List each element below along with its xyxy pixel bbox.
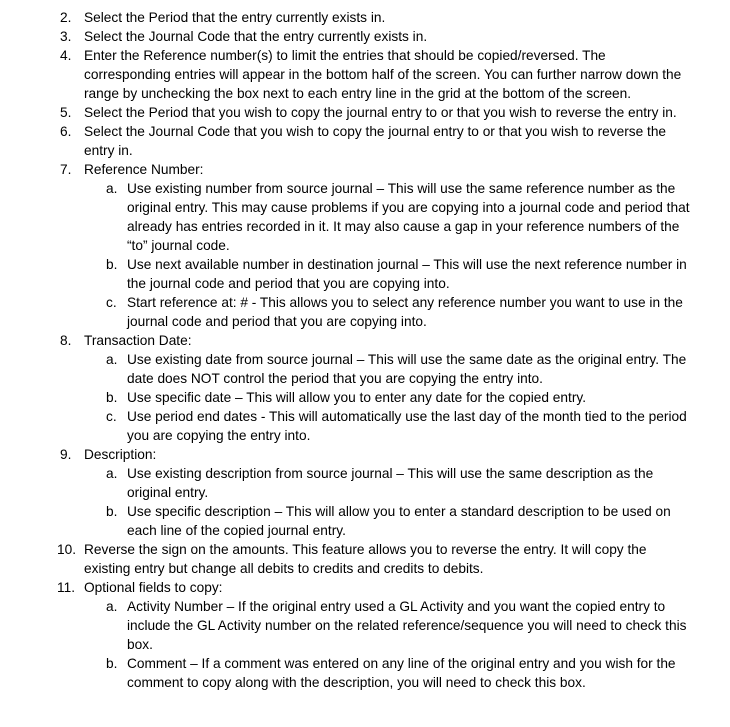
list-number: 8.	[60, 333, 72, 348]
list-number: 2.	[60, 10, 72, 25]
list-item-2	[0, 8, 696, 27]
sub-letter: c.	[106, 295, 117, 310]
sub-letter: a.	[106, 466, 118, 481]
sub-text: Use next available number in destination journal – This will use the next reference number in the journal code and period that you are copying into.	[127, 257, 687, 291]
list-text: Reference Number:	[84, 162, 204, 177]
list-number: 11.	[57, 580, 76, 595]
list-number: 5.	[60, 105, 72, 120]
list-text: Select the Journal Code that you wish to copy the journal entry to or that you wish to reverse the entry in.	[84, 124, 667, 158]
sub-item-7c	[0, 293, 692, 331]
list-item-10	[0, 540, 696, 578]
list-text: Select the Period that you wish to copy the journal entry to or that you wish to reverse the entry in.	[84, 105, 677, 120]
sub-item-9a	[0, 464, 692, 502]
list-text: Reverse the sign on the amounts. This feature allows you to reverse the entry. It will copy the existing entry but change all debits to credits and credits to debits.	[84, 542, 647, 576]
sub-item-7a	[0, 179, 692, 255]
sub-letter: c.	[106, 409, 117, 424]
document-body	[0, 8, 730, 692]
sub-item-8b	[0, 388, 692, 407]
list-item-5	[0, 103, 696, 122]
sub-item-7b	[0, 255, 692, 293]
list-text: Transaction Date:	[84, 333, 192, 348]
sub-letter: b.	[106, 257, 118, 272]
list-item-8	[0, 331, 696, 350]
list-text: Select the Journal Code that the entry currently exists in.	[84, 29, 428, 44]
list-item-7	[0, 160, 696, 179]
list-item-6	[0, 122, 696, 160]
list-text: Description:	[84, 447, 157, 462]
list-number: 4.	[60, 48, 72, 63]
list-number: 7.	[60, 162, 72, 177]
sub-text: Use specific date – This will allow you to enter any date for the copied entry.	[127, 390, 587, 405]
sub-letter: b.	[106, 504, 118, 519]
list-item-11	[0, 578, 696, 597]
sub-text: Use existing description from source journal – This will use the same description as the original entry.	[127, 466, 654, 500]
list-item-9	[0, 445, 696, 464]
sub-letter: b.	[106, 656, 118, 671]
sub-letter: a.	[106, 599, 118, 614]
sub-item-11a	[0, 597, 692, 654]
sub-item-9b	[0, 502, 692, 540]
sub-letter: a.	[106, 352, 118, 367]
sub-text: Use specific description – This will allow you to enter a standard description to be used on each line of the copied journal entry.	[127, 504, 671, 538]
list-text: Select the Period that the entry currently exists in.	[84, 10, 386, 25]
sub-text: Use existing number from source journal – This will use the same reference number as the original entry. This may cause problems if you are copying into a journal code and period that already has entries recorded in it. It may also cause a gap in your reference numbers of the “to” journal code.	[127, 181, 690, 253]
sub-text: Use existing date from source journal – This will use the same date as the original entry. The date does NOT control the period that you are copying the entry into.	[127, 352, 687, 386]
list-number: 9.	[60, 447, 72, 462]
sub-letter: b.	[106, 390, 118, 405]
list-number: 3.	[60, 29, 72, 44]
sub-item-8c	[0, 407, 692, 445]
sub-item-11b	[0, 654, 692, 692]
sub-letter: a.	[106, 181, 118, 196]
sub-text: Start reference at: # - This allows you to select any reference number you want to use in the journal code and period that you are copying into.	[127, 295, 683, 329]
list-text: Enter the Reference number(s) to limit the entries that should be copied/reversed. The corresponding entries will appear in the bottom half of the screen. You can further narrow down the range by unchecking the box next to each entry line in the grid at the bottom of the screen.	[84, 48, 682, 101]
list-number: 10.	[57, 542, 77, 557]
sub-item-8a	[0, 350, 692, 388]
list-item-4	[0, 46, 696, 103]
sub-text: Use period end dates - This will automatically use the last day of the month tied to the period you are copying the entry into.	[127, 409, 687, 443]
sub-text: Activity Number – If the original entry used a GL Activity and you want the copied entry to include the GL Activity number on the related reference/sequence you will need to check this box.	[127, 599, 687, 652]
list-text: Optional fields to copy:	[84, 580, 223, 595]
sub-text: Comment – If a comment was entered on any line of the original entry and you wish for the comment to copy along with the description, you will need to check this box.	[127, 656, 676, 690]
list-item-3	[0, 27, 696, 46]
list-number: 6.	[60, 124, 72, 139]
